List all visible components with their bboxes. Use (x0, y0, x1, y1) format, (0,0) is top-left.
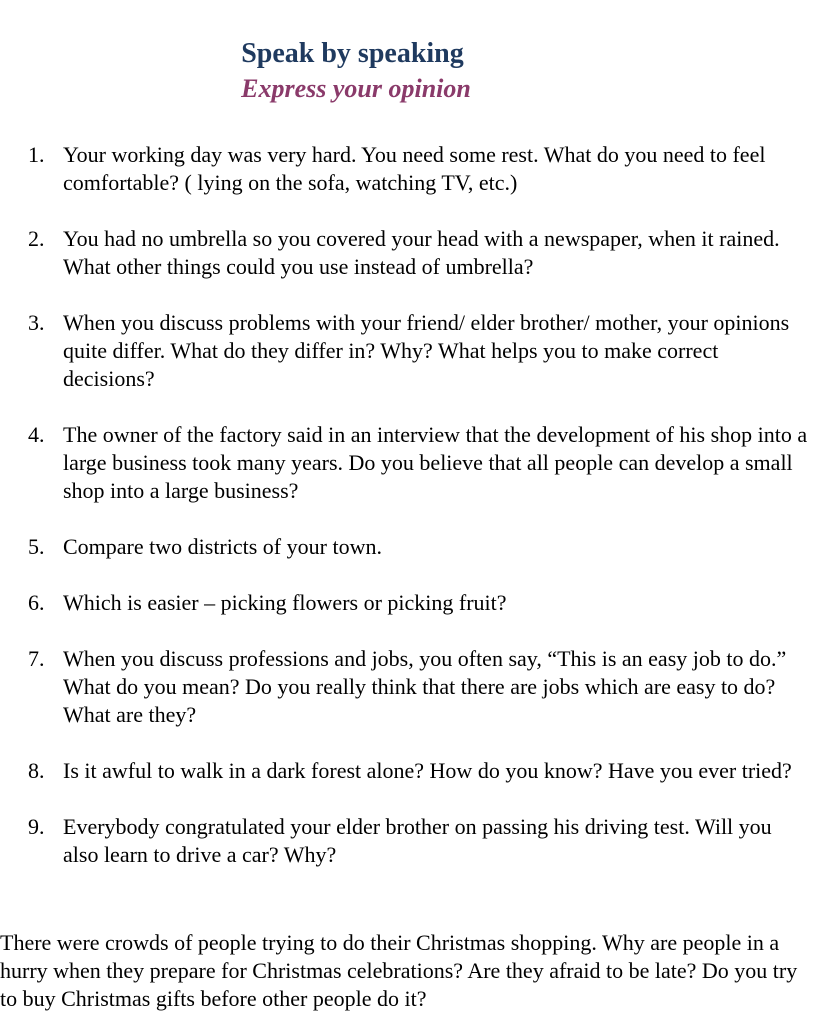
question-text: Your working day was very hard. You need some rest. What do you need to feel comfortable? ( lying on the sofa, watching TV, etc.) (63, 142, 766, 195)
question-item (0, 141, 816, 197)
page-title: Speak by speaking (241, 38, 464, 69)
page-subtitle: Express your opinion (241, 74, 471, 103)
question-list (0, 141, 816, 897)
question-item (0, 309, 816, 393)
closing-paragraph: There were crowds of people trying to do their Christmas shopping. Why are people in a hurry when they prepare for Christmas celebrations? Are they afraid to be late? Do you try to buy Christmas gifts before other people do it? (0, 930, 798, 1011)
question-item (0, 421, 816, 505)
question-item (0, 225, 816, 281)
question-text: When you discuss professions and jobs, you often say, “This is an easy job to do.” What do you mean? Do you really think that there are jobs which are easy to do? What are they? (63, 646, 787, 727)
question-text: Is it awful to walk in a dark forest alone? How do you know? Have you ever tried? (63, 758, 792, 783)
question-number: 7. (28, 646, 45, 671)
question-item (0, 813, 816, 869)
question-number: 9. (28, 814, 45, 839)
question-item (0, 645, 816, 729)
question-text: The owner of the factory said in an interview that the development of his shop into a large business took many years. Do you believe that all people can develop a small shop into a large business? (63, 422, 808, 503)
question-item (0, 757, 816, 785)
question-number: 1. (28, 142, 45, 167)
question-number: 2. (28, 226, 45, 251)
question-item (0, 589, 816, 617)
question-text: Which is easier – picking flowers or picking fruit? (63, 590, 507, 615)
question-number: 5. (28, 534, 45, 559)
question-text: Compare two districts of your town. (63, 534, 382, 559)
question-item (0, 533, 816, 561)
question-number: 4. (28, 422, 45, 447)
question-text: When you discuss problems with your friend/ elder brother/ mother, your opinions quite differ. What do they differ in? Why? What helps you to make correct decisions? (63, 310, 790, 391)
question-text: You had no umbrella so you covered your head with a newspaper, when it rained. What other things could you use instead of umbrella? (63, 226, 780, 279)
question-number: 6. (28, 590, 45, 615)
question-text: Everybody congratulated your elder brother on passing his driving test. Will you also learn to drive a car? Why? (63, 814, 772, 867)
question-number: 8. (28, 758, 45, 783)
question-number: 3. (28, 310, 45, 335)
